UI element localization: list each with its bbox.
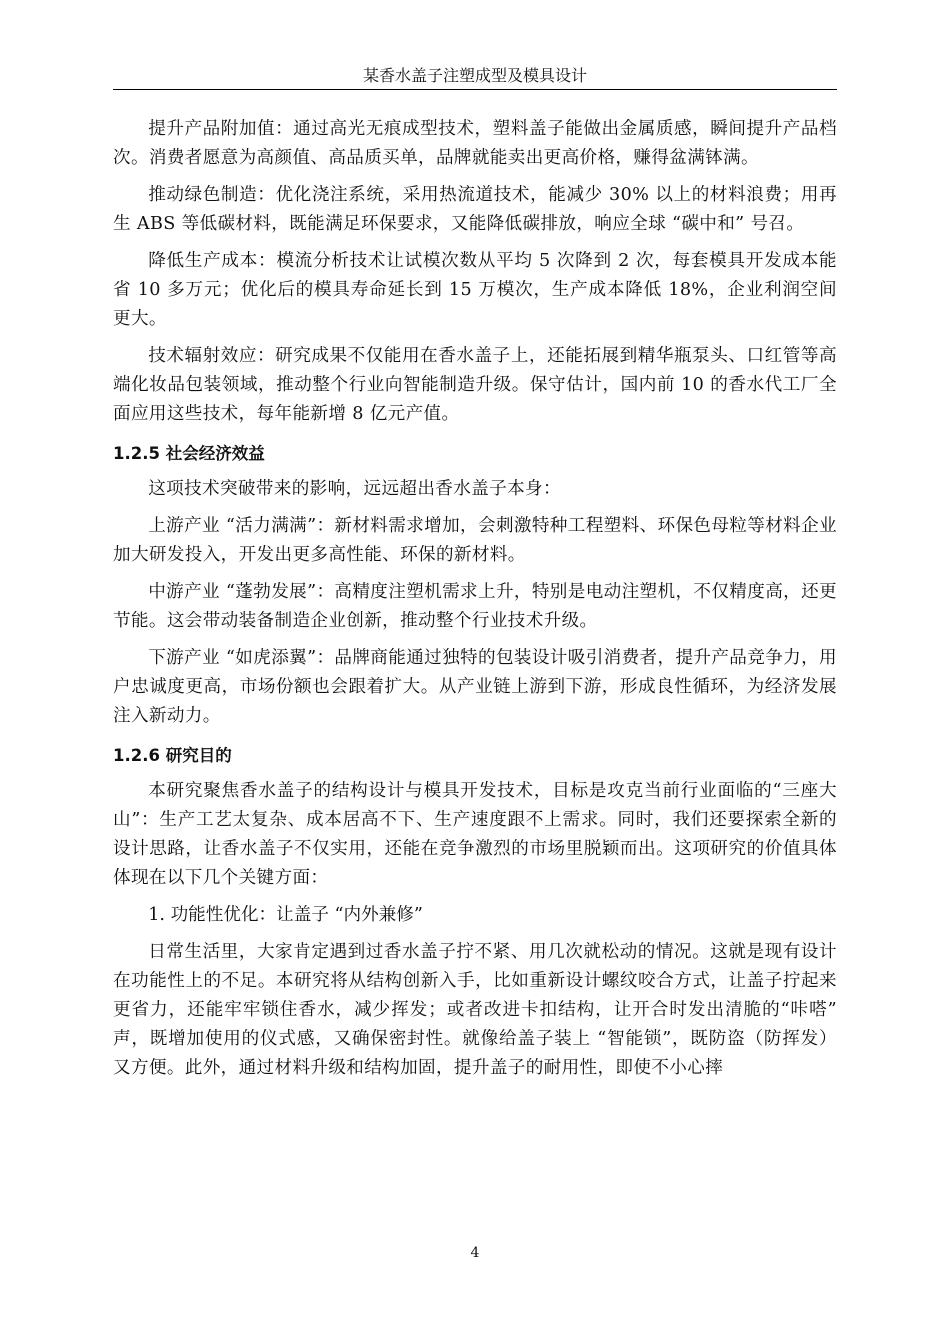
paragraph-impact-intro: 这项技术突破带来的影响，远远超出香水盖子本身：	[148, 479, 561, 499]
header-rule	[113, 89, 837, 90]
paragraph-technology-radiation: 技术辐射效应：研究成果不仅能用在香水盖子上，还能拓展到精华瓶泵头、口红管等高端化妆品包装领域，推动整个行业向智能制造升级。保守估计，国内前 10 的香水代工厂全面应用这些技术，每年能新增 8 亿元产值。	[113, 346, 837, 424]
paragraph-added-value: 提升产品附加值：通过高光无痕成型技术，塑料盖子能做出金属质感，瞬间提升产品档次。消费者愿意为高颜值、高品质买单，品牌就能卖出更高价格，赚得盆满钵满。	[113, 119, 837, 168]
paragraph-downstream: 下游产业 “如虎添翼”：品牌商能通过独特的包装设计吸引消费者，提升产品竞争力，用户忠诚度更高，市场份额也会跟着扩大。从产业链上游到下游，形成良性循环，为经济发展注入新动力。	[113, 648, 837, 726]
paragraph-green-manufacturing: 推动绿色制造：优化浇注系统，采用热流道技术，能减少 30% 以上的材料浪费；用再生 ABS 等低碳材料，既能满足环保要求，又能降低碳排放，响应全球 “碳中和” 号召。	[113, 185, 837, 234]
paragraph-upstream: 上游产业 “活力满满”：新材料需求增加，会刺激特种工程塑料、环保色母粒等材料企业加大研发投入，开发出更多高性能、环保的新材料。	[113, 516, 837, 565]
page-number: 4	[470, 1245, 480, 1261]
page-content	[113, 115, 837, 1091]
page-header: 某香水盖子注塑成型及模具设计	[362, 66, 587, 85]
section-heading-1-2-6: 1.2.6 研究目的	[113, 746, 232, 765]
paragraph-midstream: 中游产业 “蓬勃发展”：高精度注塑机需求上升，特别是电动注塑机，不仅精度高，还更节能。这会带动装备制造企业创新，推动整个行业技术升级。	[113, 582, 837, 631]
list-item-functional-optimization: 1. 功能性优化：让盖子 “内外兼修”	[148, 905, 423, 925]
paragraph-functional-body: 日常生活里，大家肯定遇到过香水盖子拧不紧、用几次就松动的情况。这就是现有设计在功能性上的不足。本研究将从结构创新入手，比如重新设计螺纹咬合方式，让盖子拧起来更省力，还能牢牢锁住香水，减少挥发；或者改进卡扣结构，让开合时发出清脆的“咔嗒” 声，既增加使用的仪式感，又确保密封性。就像给盖子装上 “智能锁”，既防盗（防挥发）又方便。此外，通过材料升级和结构加固，提升盖子的耐用性，即使不小心摔	[113, 942, 837, 1078]
paragraph-cost-reduction: 降低生产成本：模流分析技术让试模次数从平均 5 次降到 2 次，每套模具开发成本能省 10 多万元；优化后的模具寿命延长到 15 万模次，生产成本降低 18%，企业利润空间更大。	[113, 251, 837, 329]
paragraph-research-purpose: 本研究聚焦香水盖子的结构设计与模具开发技术，目标是攻克当前行业面临的“三座大山”：生产工艺太复杂、成本居高不下、生产速度跟不上需求。同时，我们还要探索全新的设计思路，让香水盖子不仅实用，还能在竞争激烈的市场里脱颖而出。这项研究的价值具体体现在以下几个关键方面：	[113, 781, 837, 888]
section-heading-1-2-5: 1.2.5 社会经济效益	[113, 444, 265, 463]
